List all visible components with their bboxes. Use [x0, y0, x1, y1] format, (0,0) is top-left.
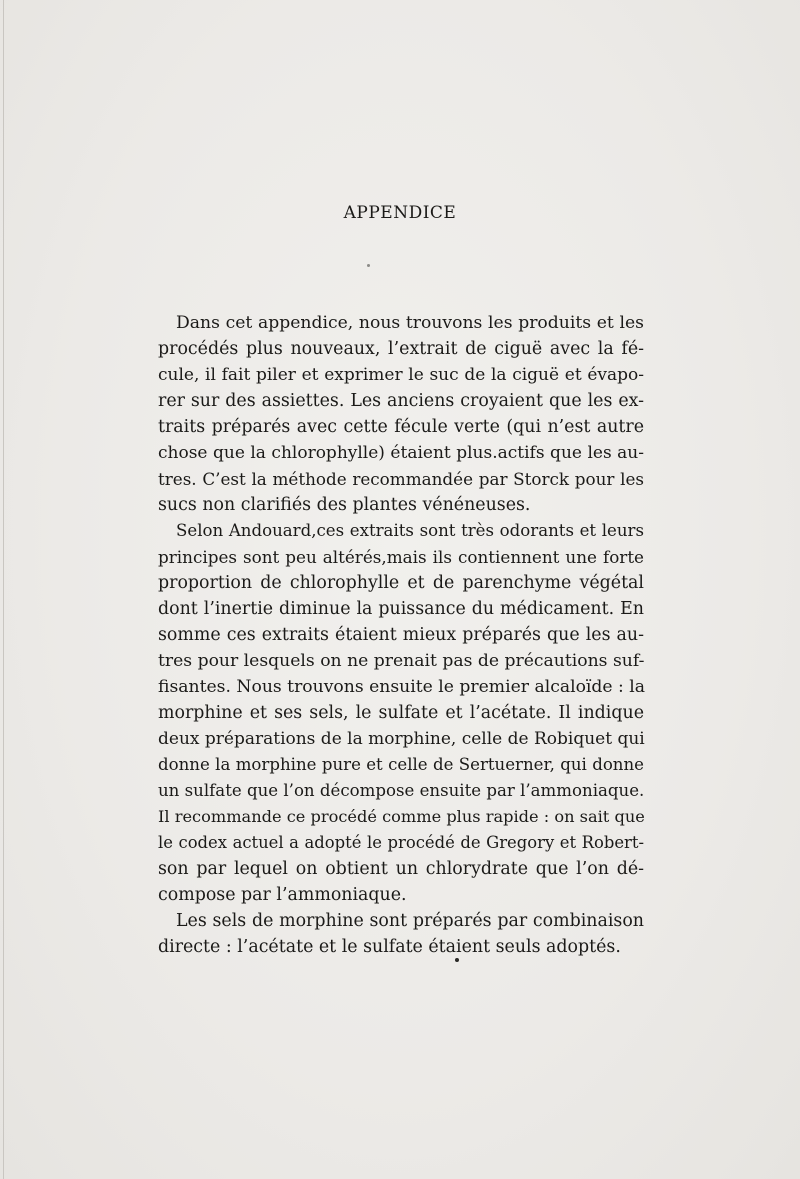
text-line: rer sur des assiettes. Les anciens croyaient que les ex-: [158, 391, 644, 411]
text-line: un sulfate que l’on décompose ensuite par l’ammoniaque.: [158, 781, 645, 800]
text-line: principes sont peu altérés,mais ils contiennent une forte: [158, 547, 644, 567]
text-line: morphine et ses sels, le sulfate et l’acétate. Il indique: [158, 703, 644, 723]
text-line: Il recommande ce procédé comme plus rapide : on sait que: [158, 807, 645, 826]
text-line: son par lequel on obtient un chlorydrate que l’on dé-: [158, 859, 644, 879]
text-line: tres. C’est la méthode recommandée par Storck pour les: [158, 469, 644, 489]
ink-speck-top: [367, 264, 370, 267]
text-line: proportion de chlorophylle et de parenchyme végétal: [158, 573, 644, 593]
text-line: le codex actuel a adopté le procédé de Gregory et Robert-: [158, 833, 644, 852]
text-line: chose que la chlorophylle) étaient plus.actifs que les au-: [158, 443, 644, 463]
text-line: sucs non clarifiés des plantes vénéneuses.: [158, 495, 531, 515]
text-line: fisantes. Nous trouvons ensuite le premier alcaloïde : la: [158, 677, 646, 697]
text-line: Selon Andouard,ces extraits sont très odorants et leurs: [176, 521, 644, 540]
ink-speck-bottom: [455, 958, 459, 962]
text-line: Dans cet appendice, nous trouvons les produits et les: [176, 313, 644, 333]
page-title: APPENDICE: [343, 203, 457, 223]
text-line: dont l’inertie diminue la puissance du médicament. En: [158, 599, 644, 619]
body-text: [158, 310, 644, 960]
text-line: compose par l’ammoniaque.: [158, 885, 407, 905]
text-line: procédés plus nouveaux, l’extrait de ciguë avec la fé-: [158, 339, 644, 359]
text-line: Les sels de morphine sont préparés par combinaison: [176, 911, 644, 931]
text-line: tres pour lesquels on ne prenait pas de précautions suf-: [158, 651, 645, 671]
text-line: directe : l’acétate et le sulfate étaient seuls adoptés.: [158, 937, 621, 957]
text-line: traits préparés avec cette fécule verte (qui n’est autre: [158, 417, 644, 437]
text-line: cule, il fait piler et exprimer le suc de la ciguë et évapo-: [158, 365, 644, 385]
text-line: donne la morphine pure et celle de Sertuerner, qui donne: [158, 755, 644, 774]
page-edge-shadow: [3, 0, 4, 1179]
text-line: deux préparations de la morphine, celle de Robiquet qui: [158, 729, 645, 749]
text-line: somme ces extraits étaient mieux préparés que les au-: [158, 625, 644, 645]
